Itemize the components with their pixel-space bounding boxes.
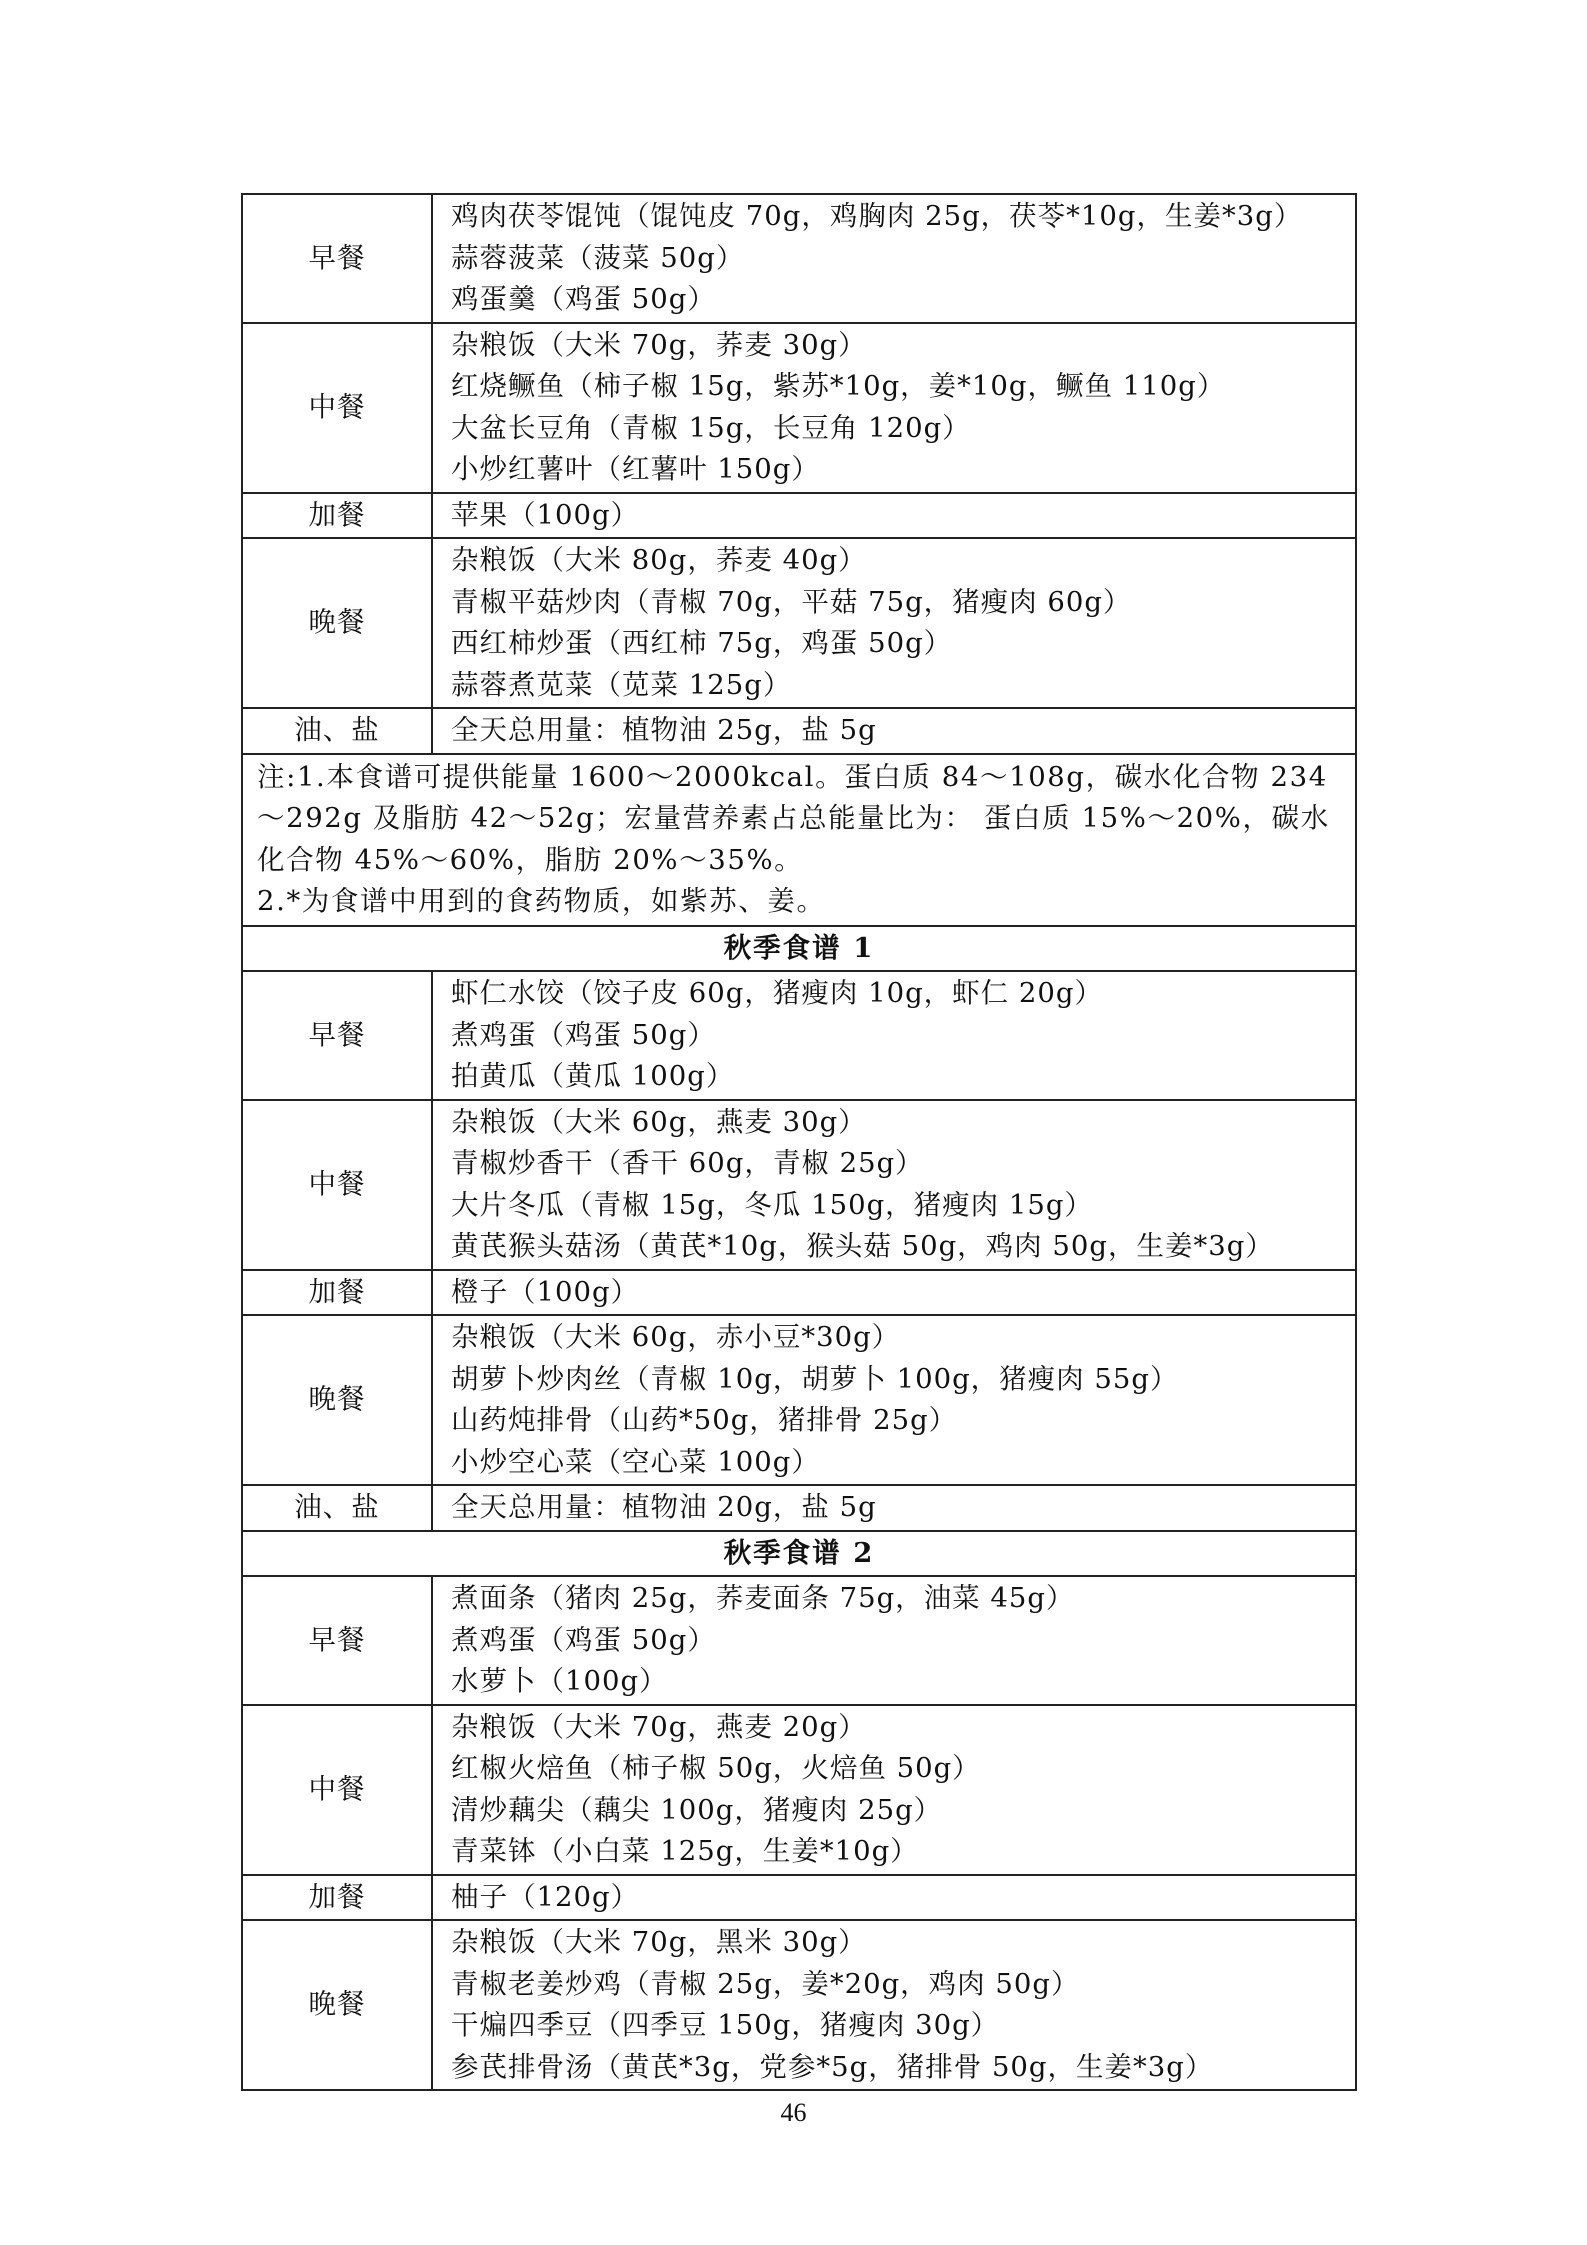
meal-dishes <box>432 493 1356 539</box>
dish-item: 杂粮饭（大米 70g，黑米 30g） <box>451 1926 867 1958</box>
dish-item: 山药炖排骨（山药*50g，猪排骨 25g） <box>451 1404 958 1436</box>
dish-item: 杂粮饭（大米 70g，荞麦 30g） <box>451 328 867 361</box>
meal-dishes <box>432 1100 1356 1270</box>
dish-item: 杂粮饭（大米 60g，燕麦 30g） <box>451 1105 867 1138</box>
dish-item: 鸡蛋羹（鸡蛋 50g） <box>451 283 716 315</box>
dish-item: 青椒炒香干（香干 60g，青椒 25g） <box>451 1147 924 1179</box>
meal-dishes <box>432 1920 1356 2090</box>
meal-name: 油、盐 <box>242 1485 432 1531</box>
meal-name: 中餐 <box>242 1705 432 1875</box>
meal-row <box>242 1920 1356 2090</box>
meal-dishes <box>432 323 1356 493</box>
meal-row <box>242 1100 1356 1270</box>
dish-item: 水萝卜（100g） <box>451 1665 668 1697</box>
dish-item: 清炒藕尖（藕尖 100g，猪瘦肉 25g） <box>451 1793 943 1826</box>
meal-name: 早餐 <box>242 194 432 323</box>
dish-item: 全天总用量：植物油 25g，盐 5g <box>451 714 877 746</box>
meal-dishes <box>432 708 1356 754</box>
dish-item: 蒜蓉煮苋菜（苋菜 125g） <box>451 668 792 701</box>
nutrition-note <box>242 754 1356 926</box>
diet-menu-table <box>241 193 1357 2091</box>
meal-row <box>242 1875 1356 1921</box>
dish-item: 小炒空心菜（空心菜 100g） <box>451 1445 820 1478</box>
section-title: 秋季食谱 2 <box>242 1531 1356 1577</box>
dish-item: 全天总用量：植物油 20g，盐 5g <box>451 1491 877 1523</box>
meal-name: 早餐 <box>242 1576 432 1705</box>
meal-row <box>242 1485 1356 1531</box>
dish-item: 西红柿炒蛋（西红柿 75g，鸡蛋 50g） <box>451 627 953 659</box>
meal-name: 晚餐 <box>242 1315 432 1485</box>
dish-item: 大盆长豆角（青椒 15g，长豆角 120g） <box>451 411 971 444</box>
meal-row <box>242 708 1356 754</box>
meal-row <box>242 323 1356 493</box>
dish-item: 杂粮饭（大米 80g，荞麦 40g） <box>451 544 867 576</box>
meal-name: 晚餐 <box>242 1920 432 2090</box>
dish-item: 苹果（100g） <box>451 498 640 531</box>
meal-row <box>242 1270 1356 1316</box>
page-number: 46 <box>780 2098 807 2127</box>
dish-item: 小炒红薯叶（红薯叶 150g） <box>451 453 820 485</box>
dish-item: 煮鸡蛋（鸡蛋 50g） <box>451 1018 716 1051</box>
note-line: 注:1.本食谱可提供能量 1600～2000kcal。蛋白质 84～108g，碳水化合物 234～292g 及脂肪 42～52g；宏量营养素占总能量比为： 蛋白质 15%～20%，碳水化合物 45%～60%，脂肪 20%～35%。 <box>257 760 1330 876</box>
note-row <box>242 754 1356 926</box>
meal-name: 加餐 <box>242 493 432 539</box>
meal-dishes <box>432 538 1356 708</box>
meal-name: 加餐 <box>242 1270 432 1316</box>
meal-dishes <box>432 1315 1356 1485</box>
meal-dishes <box>432 194 1356 323</box>
dish-item: 胡萝卜炒肉丝（青椒 10g，胡萝卜 100g，猪瘦肉 55g） <box>451 1362 1179 1395</box>
section-title: 秋季食谱 1 <box>242 926 1356 972</box>
dish-item: 干煸四季豆（四季豆 150g，猪瘦肉 30g） <box>451 2009 1000 2041</box>
dish-item: 青菜钵（小白菜 125g，生姜*10g） <box>451 1835 919 1867</box>
dish-item: 参芪排骨汤（黄芪*3g，党参*5g，猪排骨 50g，生姜*3g） <box>451 2050 1214 2083</box>
meal-dishes <box>432 1485 1356 1531</box>
meal-name: 中餐 <box>242 323 432 493</box>
meal-dishes <box>432 1270 1356 1316</box>
dish-item: 橙子（100g） <box>451 1275 640 1308</box>
note-line: 2.*为食谱中用到的食药物质，如紫苏、姜。 <box>257 885 826 917</box>
dish-item: 拍黄瓜（黄瓜 100g） <box>451 1060 735 1092</box>
meal-dishes <box>432 971 1356 1100</box>
meal-row <box>242 971 1356 1100</box>
dish-item: 杂粮饭（大米 70g，燕麦 20g） <box>451 1710 867 1743</box>
section-title-row <box>242 926 1356 972</box>
dish-item: 大片冬瓜（青椒 15g，冬瓜 150g，猪瘦肉 15g） <box>451 1188 1094 1221</box>
meal-name: 油、盐 <box>242 708 432 754</box>
dish-item: 黄芪猴头菇汤（黄芪*10g，猴头菇 50g，鸡肉 50g，生姜*3g） <box>451 1230 1274 1262</box>
dish-item: 虾仁水饺（饺子皮 60g，猪瘦肉 10g，虾仁 20g） <box>451 977 1104 1009</box>
dish-item: 杂粮饭（大米 60g，赤小豆*30g） <box>451 1321 901 1353</box>
dish-item: 蒜蓉菠菜（菠菜 50g） <box>451 241 745 274</box>
dish-item: 青椒老姜炒鸡（青椒 25g，姜*20g，鸡肉 50g） <box>451 1967 1080 2000</box>
dish-item: 柚子（120g） <box>451 1880 640 1913</box>
dish-item: 鸡肉茯苓馄饨（馄饨皮 70g，鸡胸肉 25g，茯苓*10g，生姜*3g） <box>451 200 1303 232</box>
meal-row <box>242 493 1356 539</box>
meal-dishes <box>432 1576 1356 1705</box>
meal-dishes <box>432 1705 1356 1875</box>
meal-name: 晚餐 <box>242 538 432 708</box>
dish-item: 红烧鳜鱼（柿子椒 15g，紫苏*10g，姜*10g，鳜鱼 110g） <box>451 370 1226 402</box>
meal-name: 中餐 <box>242 1100 432 1270</box>
dish-item: 红椒火焙鱼（柿子椒 50g，火焙鱼 50g） <box>451 1752 981 1784</box>
meal-row <box>242 194 1356 323</box>
meal-name: 加餐 <box>242 1875 432 1921</box>
meal-row <box>242 1315 1356 1485</box>
section-title-row <box>242 1531 1356 1577</box>
dish-item: 煮面条（猪肉 25g，荞麦面条 75g，油菜 45g） <box>451 1582 1075 1614</box>
meal-row <box>242 538 1356 708</box>
meal-row <box>242 1576 1356 1705</box>
dish-item: 煮鸡蛋（鸡蛋 50g） <box>451 1623 716 1656</box>
menu-table-body <box>242 194 1356 2090</box>
meal-row <box>242 1705 1356 1875</box>
meal-name: 早餐 <box>242 971 432 1100</box>
meal-dishes <box>432 1875 1356 1921</box>
dish-item: 青椒平菇炒肉（青椒 70g，平菇 75g，猪瘦肉 60g） <box>451 585 1132 618</box>
